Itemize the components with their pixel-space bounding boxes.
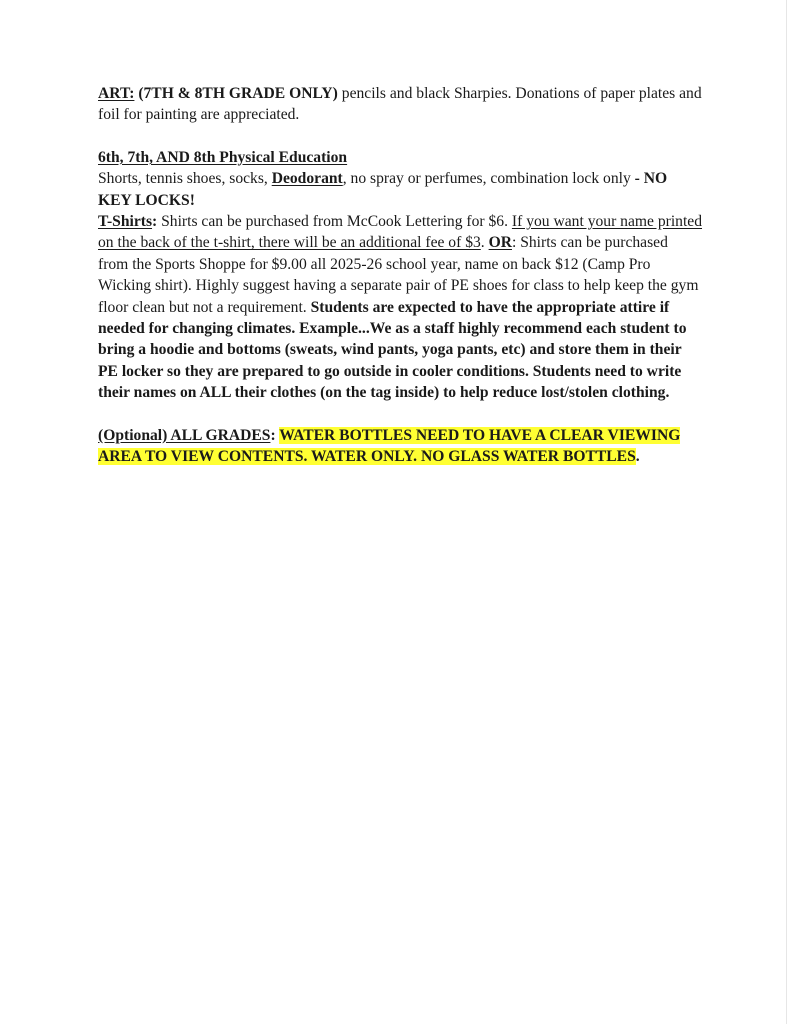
pe-heading: 6th, 7th, AND 8th Physical Education xyxy=(98,148,348,166)
page-edge xyxy=(786,0,787,1024)
document-body xyxy=(98,83,702,468)
name-fee-note: If you want your name printed on the back of the t-shirt, there will be an additional fee of $3 xyxy=(98,213,703,252)
water-label: (Optional) ALL GRADES xyxy=(98,426,271,444)
tshirts-paragraph: T-Shirts: Shirts can be purchased from McCook Lettering for $6. If you want your name printed on the back of the t-shirt, there will be an additional fee of $3. OR: Shirts can be purchased from the Sports Shoppe for $9.00 all 2025-26 school year, name on back $12 (Camp Pro Wicking shirt). Highly suggest having a separate pair of PE shoes for class to help keep the gym floor clean but not a requirement. Students are expected to have the appropriate attire if needed for changing climates. Example...We as a staff highly recommend each student to bring a hoodie and bottoms (sweats, wind pants, yoga pants, etc) and store them in their PE locker so they are prepared to go outside in cooler conditions. Students need to write their names on ALL their clothes (on the tag inside) to help reduce lost/stolen clothing. xyxy=(98,213,703,402)
or-label: OR xyxy=(488,234,512,252)
tshirts-label: T-Shirts xyxy=(98,213,153,231)
water-highlight: WATER BOTTLES NEED TO HAVE A CLEAR VIEWING AREA TO VIEW CONTENTS. WATER ONLY. NO GLASS WATER BOTTLES xyxy=(98,426,681,466)
attire-note: Students are expected to have the appropriate attire if needed for changing climates. Example...We as a staff highly recommend each student to bring a hoodie and bottoms (sweats, wind pants, yoga pants, etc) and store them in their PE locker so they are prepared to go outside in cooler conditions. Students need to write their names on ALL their clothes (on the tag inside) to help reduce lost/stolen clothing. xyxy=(98,298,687,402)
art-grades: (7TH & 8TH GRADE ONLY) xyxy=(134,85,338,102)
water-paragraph: (Optional) ALL GRADES: WATER BOTTLES NEED TO HAVE A CLEAR VIEWING AREA TO VIEW CONTENTS. WATER ONLY. NO GLASS WATER BOTTLES. xyxy=(98,426,681,466)
deodorant-label: Deodorant xyxy=(271,170,343,188)
art-paragraph xyxy=(98,83,702,126)
no-key-locks: - NO KEY LOCKS! xyxy=(98,170,668,209)
art-text: pencils and black Sharpies. Donations of paper plates and foil for painting are appreciated. xyxy=(98,85,702,124)
pe-supplies: Shorts, tennis shoes, socks, Deodorant, no spray or perfumes, combination lock only - NO KEY LOCKS! xyxy=(98,170,668,209)
art-label: ART: xyxy=(98,85,135,102)
